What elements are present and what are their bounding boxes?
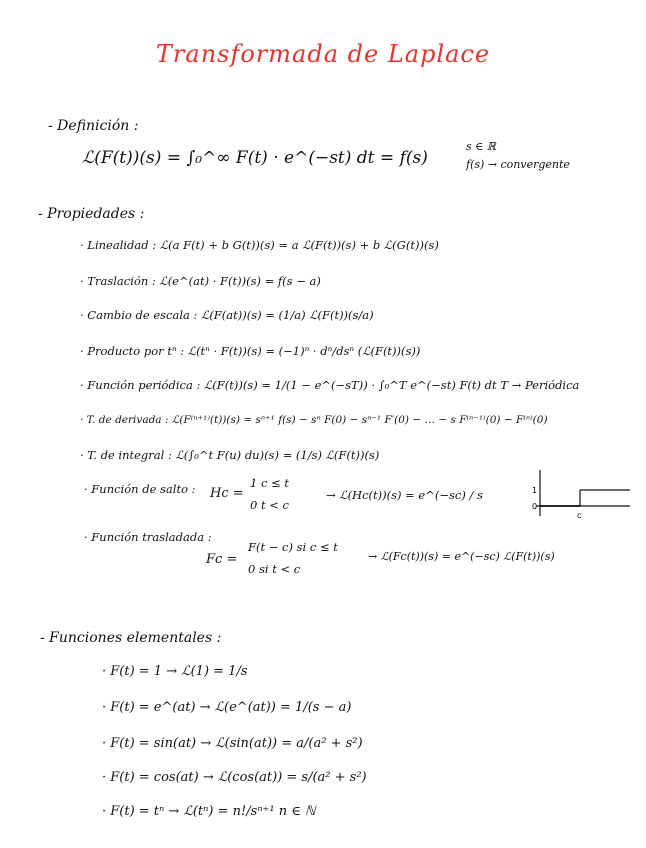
shifted-function-lhs: Fc =: [206, 552, 238, 567]
shifted-function-def-top: F(t − c) si c ≤ t: [248, 540, 338, 554]
elementary-item-cosine: · F(t) = cos(at) → ℒ(cos(at)) = s/(a² + s²): [102, 770, 367, 785]
step-function-def-bottom: 0 t < c: [250, 498, 289, 512]
plot-tick-1: 1: [532, 486, 538, 495]
property-product-tn: · Producto por tⁿ : ℒ(tⁿ · F(t))(s) = (−1)ⁿ · dⁿ/dsⁿ (ℒ(F(t))(s)): [80, 344, 421, 358]
definition-note-convergent: f(s) → convergente: [466, 158, 570, 171]
shifted-function-result: → ℒ(Fc(t))(s) = e^(−sc) ℒ(F(t))(s): [368, 550, 555, 563]
shifted-function-label: · Función trasladada :: [84, 530, 212, 544]
step-function-label: · Función de salto :: [84, 482, 196, 496]
definition-note-real: s ∈ ℝ: [466, 140, 496, 153]
step-function-result: → ℒ(Hc(t))(s) = e^(−sc) / s: [326, 488, 483, 502]
property-periodic-function: · Función periódica : ℒ(F(t))(s) = 1/(1 − e^(−sT)) · ∫₀^T e^(−st) F(t) dt T → Periódica: [80, 378, 580, 392]
property-linearity: · Linealidad : ℒ(a F(t) + b G(t))(s) = a ℒ(F(t))(s) + b ℒ(G(t))(s): [80, 238, 439, 252]
step-function-lhs: Hc =: [210, 486, 244, 501]
property-scale-change: · Cambio de escala : ℒ(F(at))(s) = (1/a) ℒ(F(t))(s/a): [80, 308, 374, 322]
plot-tick-c: c: [577, 511, 582, 520]
property-derivative-theorem: · T. de derivada : ℒ(F⁽ⁿ⁺¹⁾(t))(s) = sⁿ⁺¹ f(s) − sⁿ F(0) − sⁿ⁻¹ F′(0) − … − s F⁽ⁿ⁻¹⁾(0) − F⁽ⁿ⁾(0): [80, 414, 548, 426]
definition-heading: - Definición :: [48, 118, 139, 134]
step-function-def-top: 1 c ≤ t: [250, 476, 289, 490]
elementary-heading: - Funciones elementales :: [40, 630, 222, 646]
properties-heading: - Propiedades :: [38, 206, 145, 222]
definition-formula: ℒ(F(t))(s) = ∫₀^∞ F(t) · e^(−st) dt = f(s): [82, 148, 428, 168]
elementary-item-exponential: · F(t) = e^(at) → ℒ(e^(at)) = 1/(s − a): [102, 700, 352, 715]
shifted-function-def-bottom: 0 si t < c: [248, 562, 301, 576]
elementary-item-constant: · F(t) = 1 → ℒ(1) = 1/s: [102, 664, 248, 679]
page-title: Transformada de Laplace: [155, 40, 491, 68]
property-translation: · Traslación : ℒ(e^(at) · F(t))(s) = f(s − a): [80, 274, 321, 288]
property-integral-theorem: · T. de integral : ℒ(∫₀^t F(u) du)(s) = (1/s) ℒ(F(t))(s): [80, 448, 380, 462]
plot-tick-0: 0: [532, 502, 538, 511]
elementary-item-power: · F(t) = tⁿ → ℒ(tⁿ) = n!/sⁿ⁺¹ n ∈ ℕ: [102, 804, 316, 819]
step-function-plot: [522, 466, 632, 526]
elementary-item-sine: · F(t) = sin(at) → ℒ(sin(at)) = a/(a² + s²): [102, 736, 363, 751]
